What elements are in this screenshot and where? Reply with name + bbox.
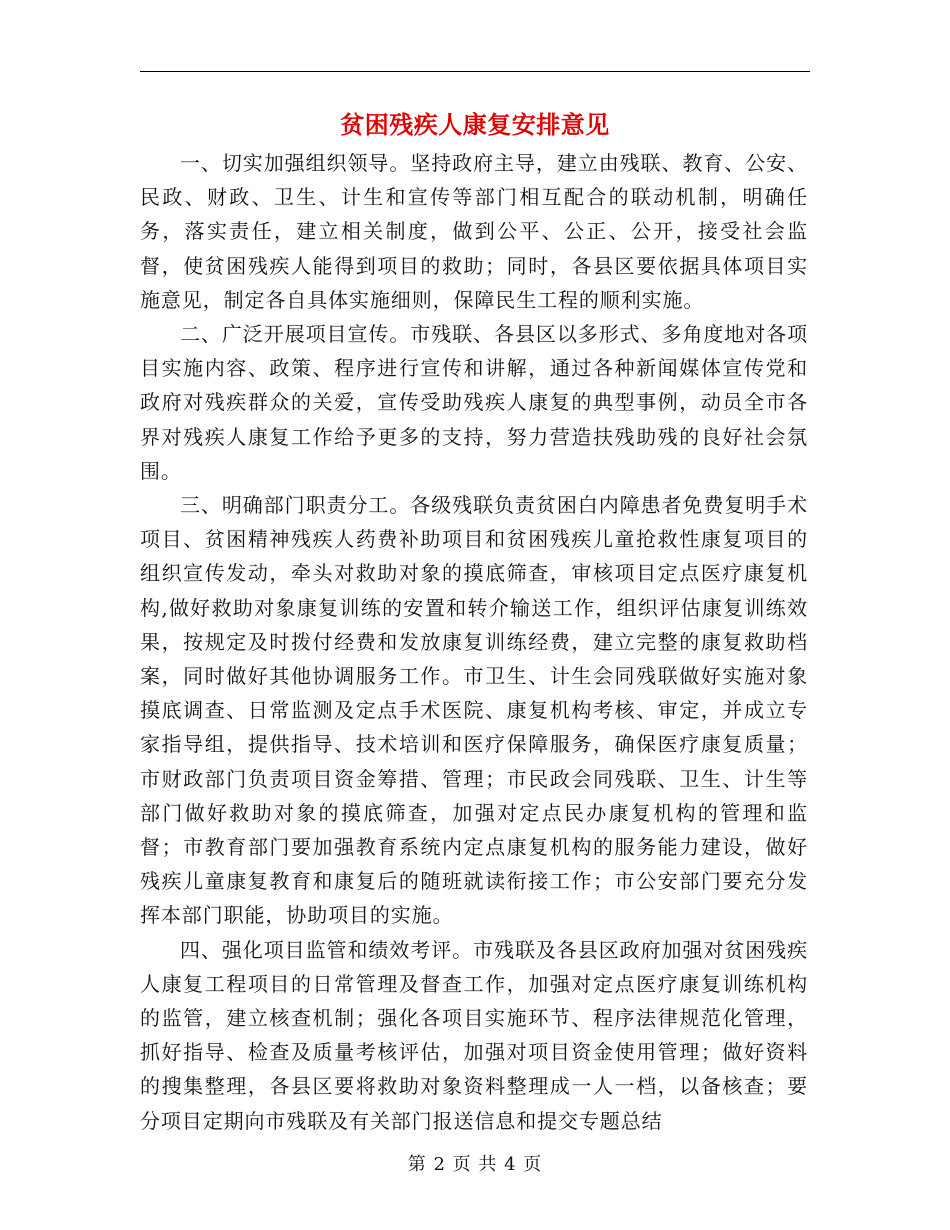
document-title: 贫困残疾人康复安排意见 (340, 110, 610, 139)
document-body (140, 146, 808, 1138)
header-rule (140, 71, 810, 72)
page-number-footer: 第 2 页 共 4 页 (407, 1154, 543, 1175)
paragraph-1: 一、切实加强组织领导。坚持政府主导，建立由残联、教育、公安、民政、财政、卫生、计生和宣传等部门相互配合的联动机制，明确任务，落实责任，建立相关制度，做到公平、公正、公开，接受社会监督，使贫困残疾人能得到项目的救助；同时，各县区要依据具体项目实施意见，制定各自具体实施细则，保障民生工程的顺利实施。 (140, 151, 808, 312)
paragraph-3: 三、明确部门职责分工。各级残联负责贫困白内障患者免费复明手术项目、贫困精神残疾人药费补助项目和贫困残疾儿童抢救性康复项目的组织宣传发动，牵头对救助对象的摸底筛查，审核项目定点医疗康复机构,做好救助对象康复训练的安置和转介输送工作，组织评估康复训练效果，按规定及时拨付经费和发放康复训练经费，建立完整的康复救助档案，同时做好其他协调服务工作。市卫生、计生会同残联做好实施对象摸底调查、日常监测及定点手术医院、康复机构考核、审定，并成立专家指导组，提供指导、技术培训和医疗保障服务，确保医疗康复质量；市财政部门负责项目资金筹措、管理；市民政会同残联、卫生、计生等部门做好救助对象的摸底筛查，加强对定点民办康复机构的管理和监督；市教育部门要加强教育系统内定点康复机构的服务能力建设，做好残疾儿童康复教育和康复后的随班就读衔接工作；市公安部门要充分发挥本部门职能，协助项目的实施。 (140, 493, 808, 928)
paragraph-4: 四、强化项目监管和绩效考评。市残联及各县区政府加强对贫困残疾人康复工程项目的日常管理及督查工作，加强对定点医疗康复训练机构的监管，建立核查机制；强化各项目实施环节、程序法律规范化管理，抓好指导、检查及质量考核评估，加强对项目资金使用管理；做好资料的搜集整理，各县区要将救助对象资料整理成一人一档，以备核查；要分项目定期向市残联及有关部门报送信息和提交专题总结 (140, 937, 808, 1133)
paragraph-2: 二、广泛开展项目宣传。市残联、各县区以多形式、多角度地对各项目实施内容、政策、程序进行宣传和讲解，通过各种新闻媒体宣传党和政府对残疾群众的关爱，宣传受助残疾人康复的典型事例，动员全市各界对残疾人康复工作给予更多的支持，努力营造扶残助残的良好社会氛围。 (140, 322, 808, 483)
